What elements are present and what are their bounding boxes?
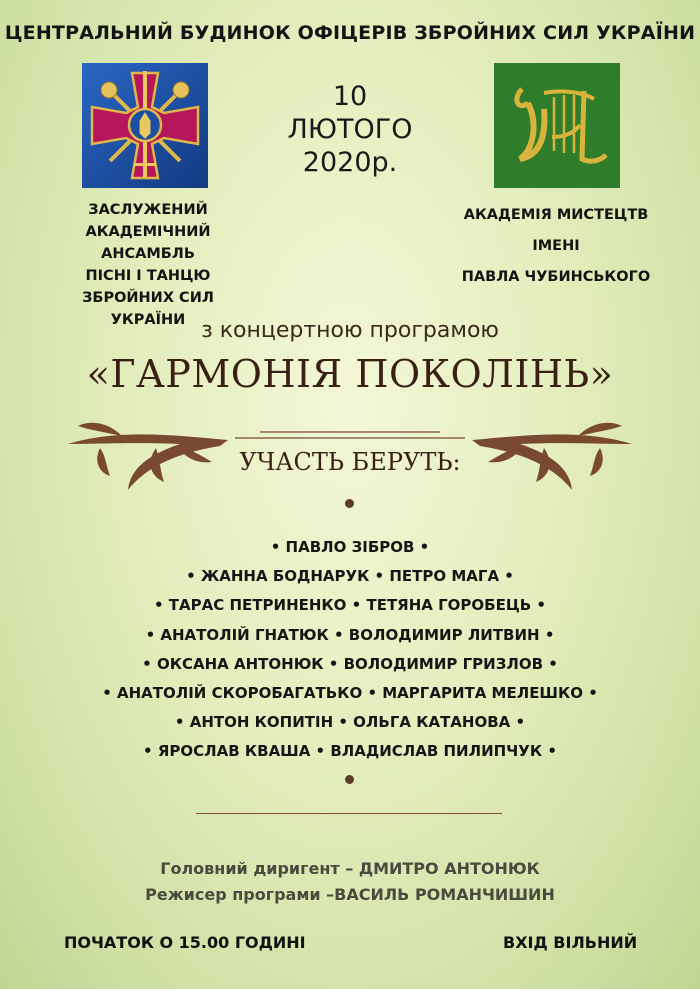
ensemble-line: ЗАСЛУЖЕНИЙ xyxy=(88,202,208,218)
participant-row: • ЖАННА БОДНАРУК • ПЕТРО МАГА • xyxy=(186,567,514,586)
ensemble-line: ПІСНІ І ТАНЦЮ xyxy=(85,268,211,284)
participant-row: • ЯРОСЛАВ КВАША • ВЛАДИСЛАВ ПИЛИПЧУК • xyxy=(143,742,557,761)
program-title: «ГАРМОНІЯ ПОКОЛІНЬ» xyxy=(86,352,614,396)
conductor-credit: Головний диригент – ДМИТРО АНТОНЮК xyxy=(160,859,540,878)
participant-row: • АНАТОЛІЙ ГНАТЮК • ВОЛОДИМИР ЛИТВИН • xyxy=(145,625,555,644)
participants-list xyxy=(0,533,700,767)
lyre-monogram-logo-icon xyxy=(494,63,620,188)
participant-row: • ПАВЛО ЗІБРОВ • xyxy=(270,538,430,556)
entry-note: ВХІД ВІЛЬНИЙ xyxy=(503,933,638,952)
participants-heading: УЧАСТЬ БЕРУТЬ: xyxy=(239,448,461,476)
credits xyxy=(0,856,700,908)
concert-intro: з концертною програмою xyxy=(201,318,499,343)
ensemble-name xyxy=(48,199,248,331)
event-date xyxy=(270,80,430,179)
academy-line: ПАВЛА ЧУБИНСЬКОГО xyxy=(461,269,651,285)
date-day: 10 xyxy=(332,81,368,112)
participant-row: • АНАТОЛІЙ СКОРОБАГАТЬКО • МАРГАРИТА МЕЛЕШКО • xyxy=(102,683,598,702)
ensemble-line: ЗБРОЙНИХ СИЛ УКРАЇНИ xyxy=(82,290,214,328)
participant-row: • ОКСАНА АНТОНЮК • ВОЛОДИМИР ГРИЗЛОВ • xyxy=(142,654,558,673)
academy-name xyxy=(450,200,662,293)
academy-line: АКАДЕМІЯ МИСТЕЦТВ xyxy=(463,207,649,223)
venue-title: ЦЕНТРАЛЬНИЙ БУДИНОК ОФІЦЕРІВ ЗБРОЙНИХ СИЛ УКРАЇНИ xyxy=(4,22,696,44)
participant-row: • АНТОН КОПИТІН • ОЛЬГА КАТАНОВА • xyxy=(174,713,526,732)
date-year: 2020р. xyxy=(302,147,398,178)
participant-row: • ТАРАС ПЕТРИНЕНКО • ТЕТЯНА ГОРОБЕЦЬ • xyxy=(154,596,546,615)
divider-line xyxy=(196,813,502,814)
start-time: ПОЧАТОК О 15.00 ГОДИНІ xyxy=(64,933,306,952)
academy-line: ІМЕНІ xyxy=(532,238,580,254)
divider-dot xyxy=(345,775,354,784)
ensemble-line: АКАДЕМІЧНИЙ АНСАМБЛЬ xyxy=(85,224,211,262)
date-month: ЛЮТОГО xyxy=(287,114,413,145)
divider-dot xyxy=(345,499,354,508)
director-credit: Режисер програми –ВАСИЛЬ РОМАНЧИШИН xyxy=(145,885,555,904)
ministry-of-defence-cross-emblem-icon xyxy=(82,63,208,188)
